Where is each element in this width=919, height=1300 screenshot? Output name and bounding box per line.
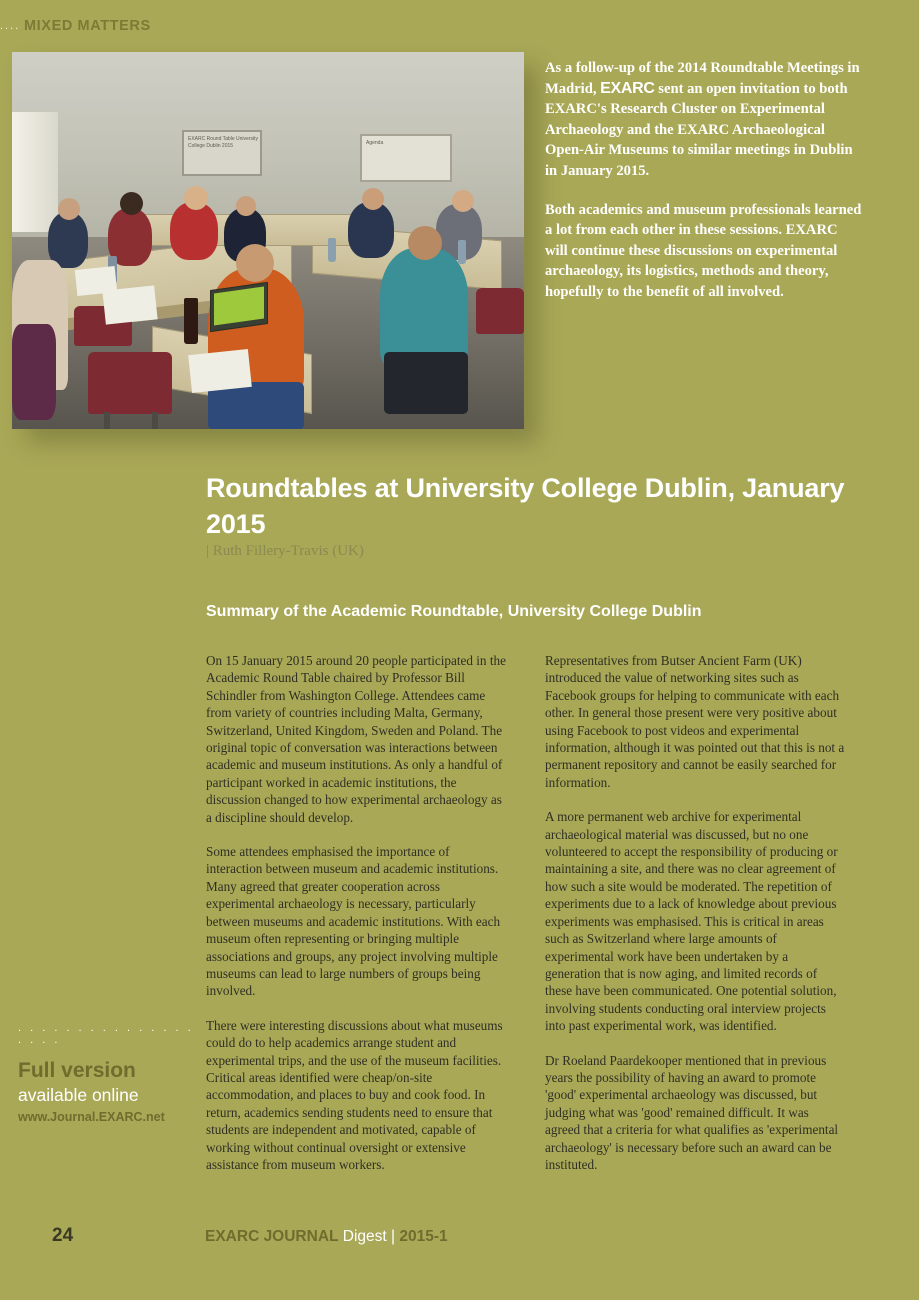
section-heading: Summary of the Academic Roundtable, University College Dublin [206, 603, 702, 621]
photo-person-head [236, 196, 256, 216]
header-section-title: MIXED MATTERS [24, 18, 151, 34]
photo-paper [188, 349, 252, 393]
paragraph: A more permanent web archive for experimental archaeological material was discussed, but no one volunteered to accept the responsibility of producing or maintaining a site, and there was no clear agreement of how such a site would be moderated. The repetition of experiments due to a lack of knowledge about previous experiments was emphasised. This is critical in areas such as Switzerland where large amounts of experimental work have been undertaken by a generation that is now aging, and limited records of these have been communicated. One potential solution, involving students conducting oral interview projects into past experimental work, was identified. [545, 809, 838, 1034]
footer-journal-name: EXARC JOURNAL [205, 1228, 339, 1245]
photo-person-head [58, 198, 80, 220]
paragraph: Dr Roeland Paardekooper mentioned that in previous years the possibility of having an award to promote 'good' experimental archaeology was discussed, but judging what was 'good' remained difficult. It was agreed that a criteria for what qualifies as 'experimental archaeology' is necessary before such an award can be instituted. [545, 1052, 839, 1172]
intro-p1-part-a: As a follow-up of the 2014 Roundtable Meetings in Madrid, [545, 60, 860, 97]
footer-issue: 2015-1 [399, 1228, 448, 1245]
intro-paragraph-2: Both academics and museum professionals learned a lot from each other in these sessions. EXARC will continue these discussions on experimental archaeology, its logistics, methods and theory, hopefully to the benefit of all involved. [545, 201, 862, 300]
article-photo [12, 52, 524, 429]
photo-board-note-right: Agenda [366, 140, 384, 146]
callout-dotted-rule: . . . . . . . . . . . . . . . . . . . [18, 1022, 194, 1046]
photo-chair [476, 288, 524, 334]
footer-journal-line [205, 1228, 448, 1246]
full-version-callout [18, 1022, 198, 1124]
photo-board-note-left: EXARC Round Table University College Dublin 2015 [188, 136, 258, 149]
exarc-wordmark: EXARC [600, 79, 655, 97]
photo-person-head [120, 192, 143, 215]
callout-line-2: available online [18, 1085, 139, 1105]
intro-text-block [545, 58, 863, 321]
photo-person-foreground [380, 248, 468, 368]
photo-person [170, 202, 218, 260]
intro-p1-part-b: sent an open invitation to both EXARC's Research Cluster on Experimental Archaeology and the EXARC Archaeological Open-Air Museums to similar meetings in Dublin in January 2015. [545, 80, 853, 179]
paragraph: On 15 January 2015 around 20 people participated in the Academic Round Table chaired by Professor Bill Schindler from Washington College. Attendees came from variety of countries including Malta, Germany, Switzerland, United Kingdom, Sweden and Poland. The original topic of conversation was interactions between academic and museum institutions. As only a handful of participant worked in academic institutions, the discussion changed to how experimental archaeology as a discipline should develop. [206, 653, 506, 825]
body-column-right [545, 652, 845, 1190]
photo-window-light [12, 112, 58, 232]
page-number: 24 [52, 1225, 74, 1246]
photo-person-head [184, 186, 208, 210]
photo-person-head [362, 188, 384, 210]
photo-person-head [452, 190, 474, 212]
photo-person-head [236, 244, 274, 282]
photo-canvas [12, 52, 524, 429]
article-byline: | Ruth Fillery-Travis (UK) [206, 543, 364, 559]
photo-person-left-edge-2 [12, 324, 56, 420]
body-column-left [206, 652, 506, 1190]
photo-person [348, 202, 394, 258]
photo-chair-leg [104, 412, 110, 429]
photo-chair [88, 352, 172, 414]
photo-bottle [458, 240, 466, 264]
photo-person-head [408, 226, 442, 260]
page-header [0, 0, 919, 42]
photo-paper [75, 266, 117, 296]
paragraph: Some attendees emphasised the importance of interaction between museum and academic institutions. Many agreed that greater cooperation across experimental archaeology is necessary, particularly between museums and academic institutions. With each museum often representing or bringing multiple associations and groups, any project involving multiple museums can lead to large numbers of groups being involved. [206, 844, 501, 999]
photo-bottle [328, 238, 336, 262]
photo-bottle [184, 298, 198, 344]
footer-digest-label: Digest [342, 1228, 387, 1245]
footer-separator: | [391, 1228, 396, 1245]
intro-paragraph-1 [545, 58, 863, 182]
photo-person-trousers [384, 352, 468, 414]
callout-website-link[interactable]: www.Journal.EXARC.net [18, 1110, 165, 1124]
paragraph: There were interesting discussions about what museums could do to help academics arrange student and experimental trips, and the use of the museum facilities. Critical areas identified were cheap/on-site accommodation, and places to buy and cook food. In return, academics sending students need to ensure that students are independent and motivated, capable of working without continual oversight or extensive assistance from museum workers. [206, 1017, 503, 1172]
paragraph: Representatives from Butser Ancient Farm (UK) introduced the value of networking sites such as Facebook groups for helping to communicate with each other. In general those present were very positive about using Facebook to post videos and experimental information, although it was pointed out that this is not a permanent repository and cannot be easily searched for information. [545, 653, 845, 790]
photo-chair-leg [152, 412, 158, 429]
callout-line-1: Full version [18, 1059, 136, 1082]
header-dots: .... [0, 20, 21, 32]
page-title: Roundtables at University College Dublin, January 2015 [206, 473, 845, 540]
